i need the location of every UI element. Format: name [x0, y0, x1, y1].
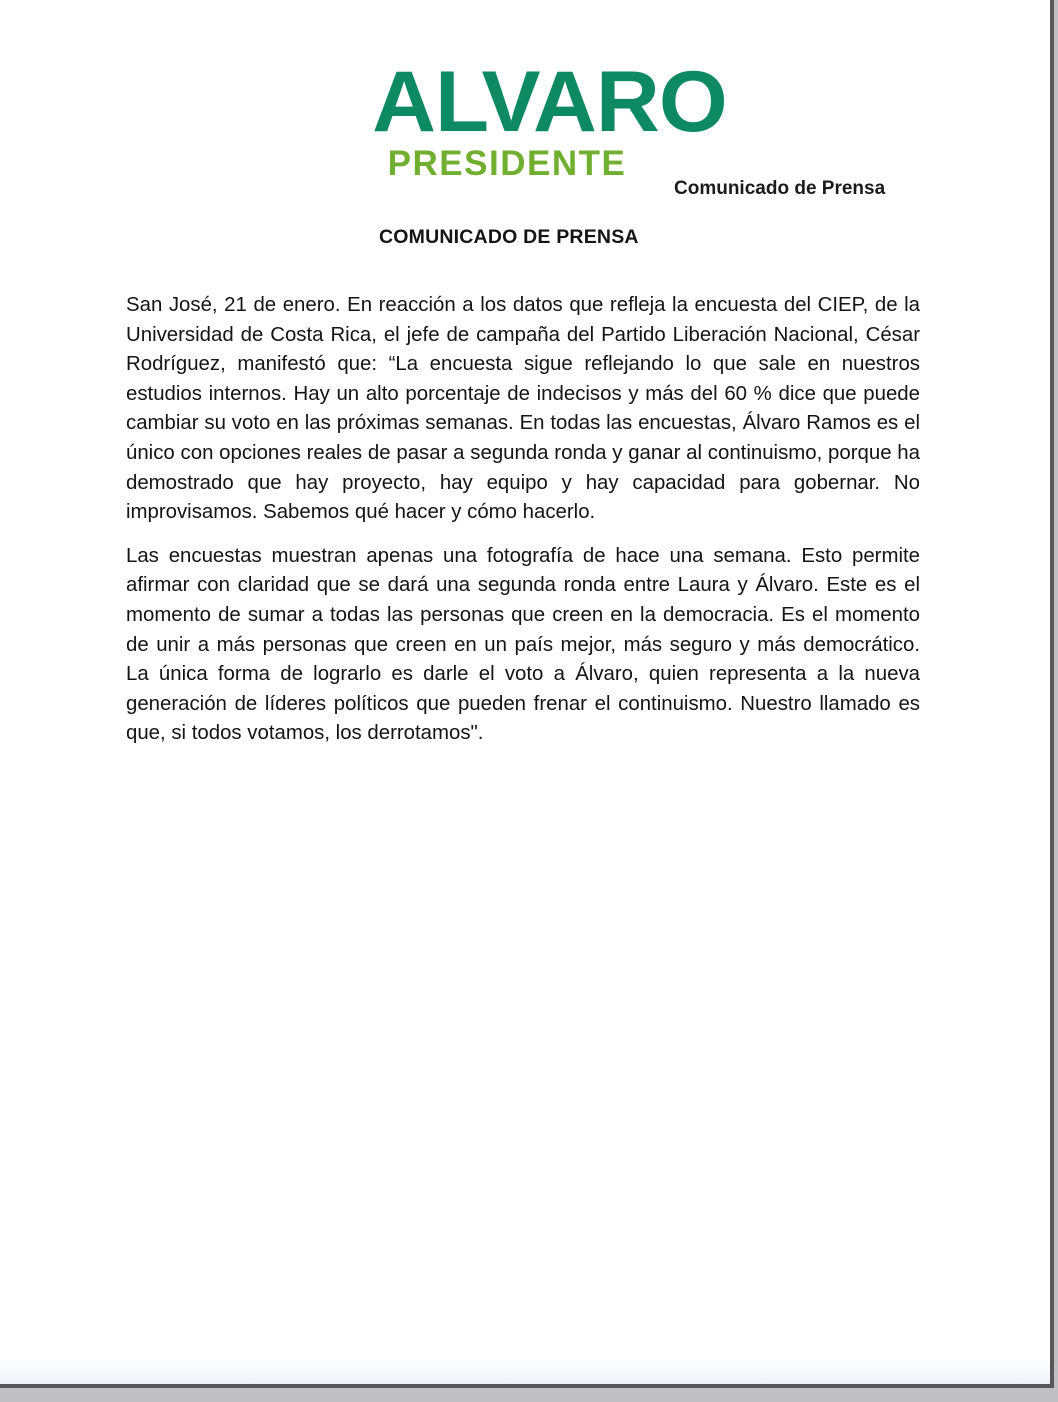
document-header [0, 0, 1050, 266]
page-title: COMUNICADO DE PRENSA [379, 226, 639, 248]
campaign-logo [372, 54, 727, 184]
page-bottom-shading [0, 1358, 1050, 1384]
body-paragraph-1: San José, 21 de enero. En reacción a los datos que refleja la encuesta del CIEP, de la Universidad de Costa Rica, el jefe de campaña del Partido Liberación Nacional, César Rodríguez, manifestó que: “La encuesta sigue reflejando lo que sale en nuestros estudios internos. Hay un alto porcentaje de indecisos y más del 60 % dice que puede cambiar su voto en las próximas semanas. En todas las encuestas, Álvaro Ramos es el único con opciones reales de pasar a segunda ronda y ganar al continuismo, porque ha demostrado que hay proyecto, hay equipo y hay capacidad para gobernar. No improvisamos. Sabemos qué hacer y cómo hacerlo. [126, 294, 920, 524]
logo-primary-text: ALVARO [372, 54, 727, 150]
press-release-header-label: Comunicado de Prensa [674, 178, 886, 199]
viewer-backdrop [0, 1392, 1058, 1402]
logo-secondary-text: PRESIDENTE [387, 144, 627, 184]
document-body [126, 291, 920, 749]
body-paragraph-2: Las encuestas muestran apenas una fotografía de hace una semana. Esto permite afirmar con claridad que se dará una segunda ronda entre Laura y Álvaro. Este es el momento de sumar a todas las personas que creen en la democracia. Es el momento de unir a más personas que creen en un país mejor, más seguro y más democrático. La única forma de lograrlo es darle el voto a Álvaro, quien representa a la nueva generación de líderes políticos que pueden frenar el continuismo. Nuestro llamado es que, si todos votamos, los derrotamos". [126, 544, 920, 745]
